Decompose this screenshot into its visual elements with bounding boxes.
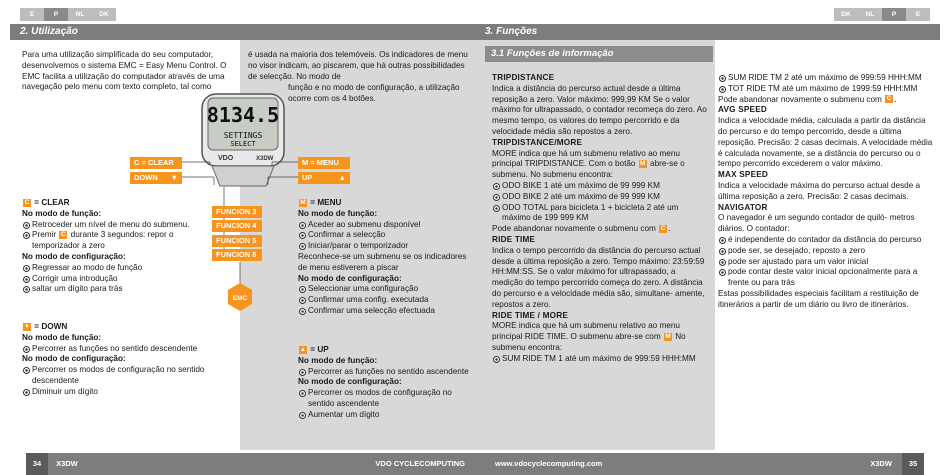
menu-conf-head: No modo de configuração:	[298, 273, 402, 283]
ridemore-text-pre: MORE indica que há um submenu relativo ao menu principal RIDE TIME. O submenu abre-se com	[492, 321, 680, 342]
left-footer-model: X3DW	[56, 459, 78, 468]
label-up-text: UP	[302, 173, 313, 182]
menu-title: = MENU	[310, 198, 342, 207]
ridetime-title: RIDE TIME	[492, 234, 536, 244]
label-c-clear: C = CLEAR	[130, 157, 182, 169]
up-conf-item: Aumentar um dígito	[298, 410, 470, 421]
lang-tab-dk[interactable]: DK	[92, 8, 116, 21]
tripmore-text-post: abre-se o submenu. No submenu encontra:	[492, 159, 685, 180]
clear-func-item: Retroceder um nível de menu do submenu.	[22, 220, 212, 231]
clear-section	[22, 198, 212, 295]
right-section-header: 3. Funções	[475, 24, 940, 40]
menu-func-head: No modo de função:	[298, 208, 378, 218]
up-conf-head: No modo de configuração:	[298, 377, 402, 387]
label-funcion-6: FUNCION 6	[212, 249, 262, 261]
tripdistance-title: TRIPDISTANCE	[492, 73, 555, 82]
down-title: = DOWN	[34, 322, 68, 331]
emc-logo-text: EMC	[232, 295, 248, 302]
clear-conf-item: Corrigir uma introdução	[22, 274, 212, 285]
clear-conf-head: No modo de configuração:	[22, 251, 126, 261]
menu-section	[298, 198, 470, 317]
m-key-icon: M	[300, 198, 306, 206]
down-key-icon: ▼	[24, 323, 30, 330]
ridemore-title: RIDE TIME / MORE	[492, 310, 568, 320]
up-func-item: Percorrer as funções no sentido ascendente	[298, 367, 470, 378]
left-footer-brand: VDO CYCLECOMPUTING	[375, 459, 465, 468]
menu-conf-item: Confirmar uma selecção efectuada	[298, 306, 470, 317]
right-footer-url[interactable]: www.vdocyclecomputing.com	[495, 459, 603, 468]
right-col2	[718, 73, 936, 311]
clear-conf-item: Regressar ao modo de função	[22, 263, 212, 274]
screen-top: 8134.5	[206, 103, 280, 127]
c-key-icon: C	[660, 224, 666, 232]
intro-col2b: função e no modo de configuração, a utilização ocorre com os 4 botões.	[288, 83, 460, 103]
ridemore-item: SUM RIDE TM 1 até um máximo de 999:59 HHH:MM	[492, 354, 707, 365]
m-key-icon: M	[665, 332, 671, 340]
emc-logo-icon	[228, 283, 252, 311]
device-model: X3DW	[256, 156, 274, 162]
down-conf-item: Percorrer os modos de configuração no sentido descendente	[22, 365, 212, 387]
clear-conf-item: saltar um dígito para trás	[22, 284, 212, 295]
navigator-item: pode contar deste valor inicial opcionalmente para a frente ou para trás	[718, 267, 936, 289]
lang-tab-e[interactable]: E	[20, 8, 44, 21]
clear-func-item2-post: durante 3 segundos: repor o temporizador a zero	[32, 230, 174, 251]
right-page	[475, 0, 950, 475]
col2-leave-text: Pode abandonar novamente o submenu com	[718, 94, 882, 104]
menu-note: Reconhece-se um submenu se os indicadores de menu estiverem a piscar	[298, 251, 467, 272]
intro-col1: Para uma utilização simplificada do seu computador, desenvolvemos o sistema EMC = Easy Menu Control. O EMC facilita a utilização do computador através de uma navegação pelo menu com texto completo, tal como	[22, 50, 227, 92]
clear-func-item2-pre: Premir	[32, 230, 57, 240]
ridetime-text: Indica o tempo percorrido da distância do percurso actual desde a última reposição a zero. Tempo máximo: 23:59:59 HH:MM:SS. Se o valor máximo for ultrapassado, a medição do tempo percorrido começa do zero. A distância do percurso e a velocidade média são, simultane- amente, repostos a zero.	[492, 245, 705, 309]
right-footer-model: X3DW	[870, 459, 892, 468]
lang-tab-p[interactable]: P	[44, 8, 68, 21]
navigator-text: O navegador é um segundo contador de quiló- metros diários. O contador:	[718, 213, 915, 234]
menu-conf-item: Confirmar uma config. executada	[298, 295, 470, 306]
down-func-head: No modo de função:	[22, 332, 102, 342]
ridemore-item: SUM RIDE TM 2 até um máximo de 999:59 HHH:MM	[718, 73, 936, 84]
device-brand: VDO	[218, 155, 234, 162]
tripmore-leave-text: Pode abandonar novamente o submenu com	[492, 224, 656, 234]
label-funcion-4: FUNCION 4	[212, 220, 262, 232]
lang-tab-nl[interactable]: NL	[858, 8, 882, 21]
down-conf-head: No modo de configuração:	[22, 354, 126, 364]
clear-func-head: No modo de função:	[22, 208, 102, 218]
maxspeed-text: Indica a velocidade máxima do percurso actual desde a última reposição a zero. Precisão: 2 casas decimais.	[718, 180, 921, 201]
left-footer	[26, 453, 475, 475]
down-section	[22, 322, 212, 398]
clear-title: = CLEAR	[34, 198, 70, 207]
up-section	[298, 345, 470, 421]
right-language-tabs	[834, 8, 930, 21]
tripmore-title: TRIPDISTANCE/MORE	[492, 137, 583, 147]
label-down	[130, 172, 182, 184]
navigator-item: pode ser ajustado para um valor inicial	[718, 257, 936, 268]
down-func-item: Percorrer as funções no sentido descendente	[22, 344, 212, 355]
menu-func-item: Confirmar a selecção	[298, 230, 470, 241]
up-title: = UP	[310, 345, 329, 354]
up-arrow-icon: ▲	[338, 173, 346, 182]
left-page-number: 34	[26, 453, 48, 475]
tripmore-item: ODO BIKE 2 até um máximo de 99 999 KM	[492, 192, 707, 203]
screen-bot: SELECT	[230, 140, 256, 148]
right-footer	[475, 453, 924, 475]
down-conf-item: Diminuir um dígito	[22, 387, 212, 398]
ridemore-text	[492, 321, 707, 353]
label-down-text: DOWN	[134, 173, 158, 182]
maxspeed-title: MAX SPEED	[718, 170, 769, 180]
navigator-title: NAVIGATOR	[718, 202, 768, 212]
lang-tab-p[interactable]: P	[882, 8, 906, 21]
label-funcion-3: FUNCION 3	[212, 206, 262, 218]
menu-func-item: Iniciar/parar o temporizador	[298, 241, 470, 252]
avgspeed-text: Indica a velocidade média, calculada a partir da distância do percurso e do tempo percorrido, desde a última reposição. Precisão: 2 casas decimais. A velocidade média é calculada novamente, se a distância do percurso ou o tempo percorrido excederem o valor máximo.	[718, 116, 933, 169]
tripmore-text	[492, 149, 707, 181]
menu-conf-item: Seleccionar uma configuração	[298, 284, 470, 295]
label-funcion-5: FUNCION 5	[212, 235, 262, 247]
tripmore-item: ODO BIKE 1 até um máximo de 99 999 KM	[492, 181, 707, 192]
c-key-icon: C	[61, 231, 66, 239]
intro-col2a: é usada na maioria dos telemóveis. Os indicadores de menu no visor indicam, ao piscarem, que há outras possibilidades de selecção. No modo de	[248, 50, 468, 81]
avgspeed-title: AVG SPEED	[718, 105, 767, 115]
right-subheader: 3.1 Funções de informação	[485, 46, 713, 62]
c-key-icon: C	[886, 95, 892, 103]
left-section-header: 2. Utilização	[10, 24, 475, 40]
navigator-item: pode ser, se desejado, reposto a zero	[718, 246, 936, 257]
label-up	[298, 172, 350, 184]
up-func-head: No modo de função:	[298, 355, 378, 365]
tripmore-leave: Pode abandonar novamente o submenu com C .	[492, 224, 671, 234]
lang-tab-nl[interactable]: NL	[68, 8, 92, 21]
right-page-number: 35	[902, 453, 924, 475]
menu-func-item: Aceder ao submenu disponível	[298, 220, 470, 231]
label-m-menu: M = MENU	[298, 157, 350, 169]
lang-tab-dk[interactable]: DK	[834, 8, 858, 21]
tripdistance-text: Indica a distância do percurso actual desde a última reposição a zero. Valor máximo: 999,99 KM Se o valor máximo for ultrapassado, o contador recomeça do zero. Ao mesmo tempo, os valores do tempo percorrido e da velocidade média são repostos a zero.	[492, 83, 707, 136]
tripmore-text-pre: MORE indica que há um submenu relativo ao menu principal TRIPDISTANCE. Com o botão	[492, 148, 680, 169]
col2-leave: Pode abandonar novamente o submenu com C .	[718, 94, 897, 104]
right-col1	[492, 73, 707, 365]
ridemore-item: TOT RIDE TM até um máximo de 1999:59 HHH:MM	[718, 84, 936, 95]
tripmore-item: ODO TOTAL para bicicleta 1 + bicicleta 2 até um máximo de 199 999 KM	[492, 203, 707, 225]
clear-func-item	[22, 230, 212, 252]
c-key-icon: C	[24, 198, 30, 206]
down-arrow-icon: ▼	[170, 173, 178, 182]
lang-tab-e[interactable]: E	[906, 8, 930, 21]
up-key-icon: ▲	[300, 346, 306, 353]
screen-mid: SETTINGS	[223, 131, 263, 140]
navigator-item: é independente do contador da distância do percurso	[718, 235, 936, 246]
up-conf-item: Percorrer os modos de configuração no sentido ascendente	[298, 388, 470, 410]
ridemore-text-post: No submenu encontra:	[492, 332, 686, 352]
navigator-end: Estas possibilidades especiais facilitam a restituição de itinerários a partir de um diário ou livro de itinerários.	[718, 288, 919, 309]
m-key-icon: M	[640, 160, 646, 168]
